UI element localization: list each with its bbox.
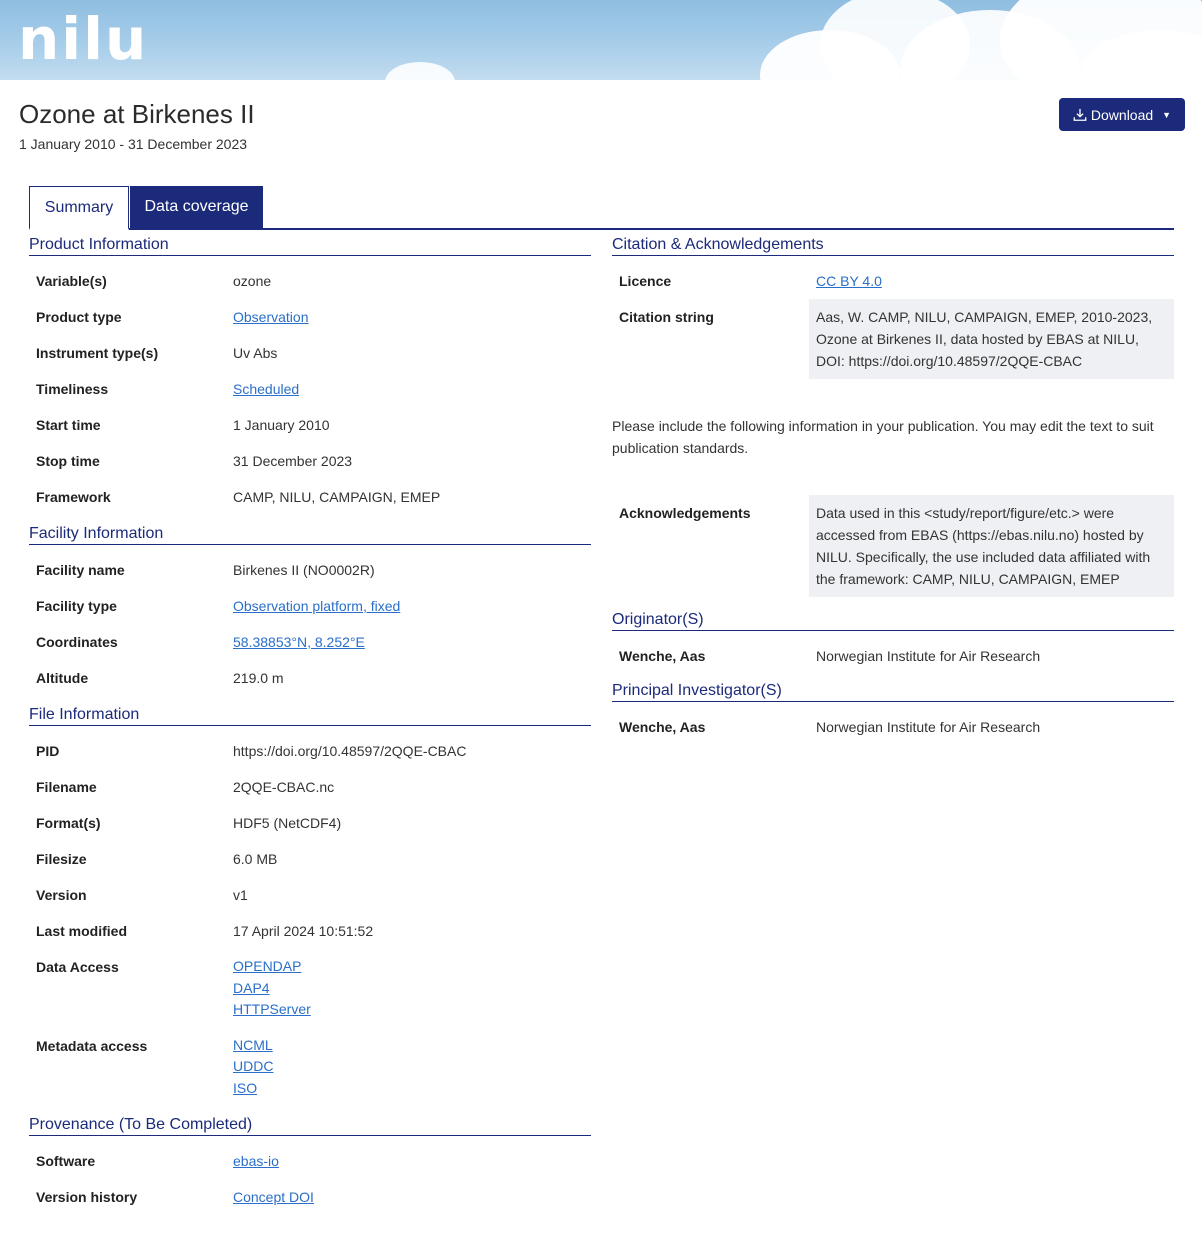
table-row <box>29 335 591 371</box>
download-label: Download <box>1090 106 1154 123</box>
table-row <box>29 913 591 949</box>
row-key: Citation string <box>619 309 714 325</box>
table-row <box>29 1179 591 1215</box>
row-value: Uv Abs <box>233 345 278 361</box>
table-row <box>29 479 591 515</box>
table-row <box>29 1028 591 1107</box>
citation-note: Please include the following information in your publication. You may edit the text to suit publication standards. <box>612 418 1154 456</box>
table-row <box>612 495 1174 597</box>
row-value: CAMP, NILU, CAMPAIGN, EMEP <box>233 489 441 505</box>
header-banner <box>0 0 1202 80</box>
citation-string[interactable]: Aas, W. CAMP, NILU, CAMPAIGN, EMEP, 2010-2023, Ozone at Birkenes II, data hosted by EBAS at NILU, DOI: https://doi.org/10.48597/2QQE-CBAC <box>809 299 1174 379</box>
licence-link[interactable]: CC BY 4.0 <box>816 273 882 289</box>
title-block <box>19 96 255 152</box>
product-type-link[interactable]: Observation <box>233 309 309 325</box>
row-value: ozone <box>233 273 272 289</box>
table-row <box>29 877 591 913</box>
acknowledgements-table <box>612 495 1174 597</box>
row-value: https://doi.org/10.48597/2QQE-CBAC <box>233 743 467 759</box>
table-row <box>29 660 591 696</box>
table-row <box>29 726 591 769</box>
row-key: Instrument type(s) <box>36 345 159 361</box>
table-row <box>29 443 591 479</box>
download-button[interactable] <box>1059 98 1185 131</box>
citation-table <box>612 256 1174 379</box>
table-row <box>612 702 1174 745</box>
timeliness-link[interactable]: Scheduled <box>233 381 300 397</box>
left-column <box>29 234 591 1215</box>
row-value: 219.0 m <box>233 670 284 686</box>
row-key: Licence <box>619 273 672 289</box>
principal-investigators-heading: Principal Investigator(S) <box>612 680 1174 702</box>
citation-heading: Citation & Acknowledgements <box>612 234 1174 256</box>
row-key: Facility type <box>36 598 117 614</box>
date-range: 1 January 2010 - 31 December 2023 <box>19 136 248 152</box>
product-information-heading: Product Information <box>29 234 591 256</box>
right-column <box>612 234 1174 745</box>
caret-down-icon: ▼ <box>1162 109 1172 120</box>
provenance-table <box>29 1136 591 1215</box>
dap4-link[interactable]: DAP4 <box>233 979 270 996</box>
uddc-link[interactable]: UDDC <box>233 1058 274 1074</box>
row-key: Data Access <box>36 959 119 975</box>
tab-data-coverage[interactable]: Data coverage <box>130 186 263 229</box>
data-access-links <box>226 949 591 1028</box>
row-key: Format(s) <box>36 815 101 831</box>
table-row <box>612 256 1174 299</box>
acknowledgements-text[interactable]: Data used in this <study/report/figure/etc.> were accessed from EBAS (https://ebas.nilu.no) hosted by NILU. Specifically, the use included data affiliated with the framework: CAMP, NILU, CAMPAIGN, EMEP <box>809 495 1174 597</box>
coordinates-link[interactable]: 58.38853°N, 8.252°E <box>233 634 365 650</box>
row-key: Version history <box>36 1189 138 1205</box>
file-information-table <box>29 726 591 1106</box>
row-key: PID <box>36 743 60 759</box>
row-value: v1 <box>233 887 248 903</box>
row-value: Norwegian Institute for Air Research <box>816 719 1041 735</box>
file-information-heading: File Information <box>29 704 591 726</box>
nilu-logo[interactable]: nilu <box>18 5 149 73</box>
tab-summary[interactable]: Summary <box>29 186 129 230</box>
table-row <box>29 805 591 841</box>
principal-investigators-table <box>612 702 1174 745</box>
row-key: Variable(s) <box>36 273 107 289</box>
concept-doi-link[interactable]: Concept DOI <box>233 1189 314 1205</box>
row-key: Stop time <box>36 453 100 469</box>
row-key: Last modified <box>36 923 128 939</box>
download-icon <box>1073 108 1087 122</box>
table-row <box>29 371 591 407</box>
row-value: 6.0 MB <box>233 851 278 867</box>
table-row <box>29 588 591 624</box>
row-value: Norwegian Institute for Air Research <box>816 648 1041 664</box>
row-key: Coordinates <box>36 634 118 650</box>
table-row <box>29 624 591 660</box>
originators-table <box>612 631 1174 674</box>
table-row <box>29 1136 591 1179</box>
row-key: Altitude <box>36 670 89 686</box>
opendap-link[interactable]: OPENDAP <box>233 958 302 974</box>
row-key: Product type <box>36 309 122 325</box>
table-row <box>29 949 591 1028</box>
table-row <box>29 841 591 877</box>
row-key: Acknowledgements <box>619 505 751 521</box>
table-row <box>29 256 591 299</box>
tab-bar <box>29 186 1174 230</box>
table-row <box>612 299 1174 379</box>
table-row <box>29 407 591 443</box>
row-value: 1 January 2010 <box>233 417 330 433</box>
row-key: Filename <box>36 779 97 795</box>
row-value: 31 December 2023 <box>233 453 353 469</box>
row-key: Wenche, Aas <box>619 648 706 664</box>
row-key: Framework <box>36 489 111 505</box>
table-row <box>612 631 1174 674</box>
metadata-access-links <box>226 1028 591 1107</box>
row-key: Timeliness <box>36 381 109 397</box>
row-key: Facility name <box>36 562 125 578</box>
row-key: Metadata access <box>36 1037 148 1054</box>
row-key: Version <box>36 887 87 903</box>
software-link[interactable]: ebas-io <box>233 1153 279 1169</box>
row-key: Software <box>36 1153 96 1169</box>
table-row <box>29 769 591 805</box>
row-key: Filesize <box>36 851 87 867</box>
row-value: HDF5 (NetCDF4) <box>233 815 342 831</box>
facility-information-table <box>29 545 591 696</box>
row-value: 2QQE-CBAC.nc <box>233 779 335 795</box>
row-key: Wenche, Aas <box>619 719 706 735</box>
facility-type-link[interactable]: Observation platform, fixed <box>233 598 401 614</box>
product-information-table <box>29 256 591 515</box>
page-title: Ozone at Birkenes II <box>19 99 255 129</box>
facility-information-heading: Facility Information <box>29 523 591 545</box>
table-row <box>29 545 591 588</box>
row-key: Start time <box>36 417 101 433</box>
provenance-heading: Provenance (To Be Completed) <box>29 1114 591 1136</box>
iso-link[interactable]: ISO <box>233 1079 258 1096</box>
ncml-link[interactable]: NCML <box>233 1036 273 1053</box>
row-value: 17 April 2024 10:51:52 <box>233 923 374 939</box>
originators-heading: Originator(S) <box>612 609 1174 631</box>
row-value: Birkenes II (NO0002R) <box>233 562 375 578</box>
cloud-shape <box>385 62 455 80</box>
httpserver-link[interactable]: HTTPServer <box>233 1001 311 1017</box>
table-row <box>29 299 591 335</box>
